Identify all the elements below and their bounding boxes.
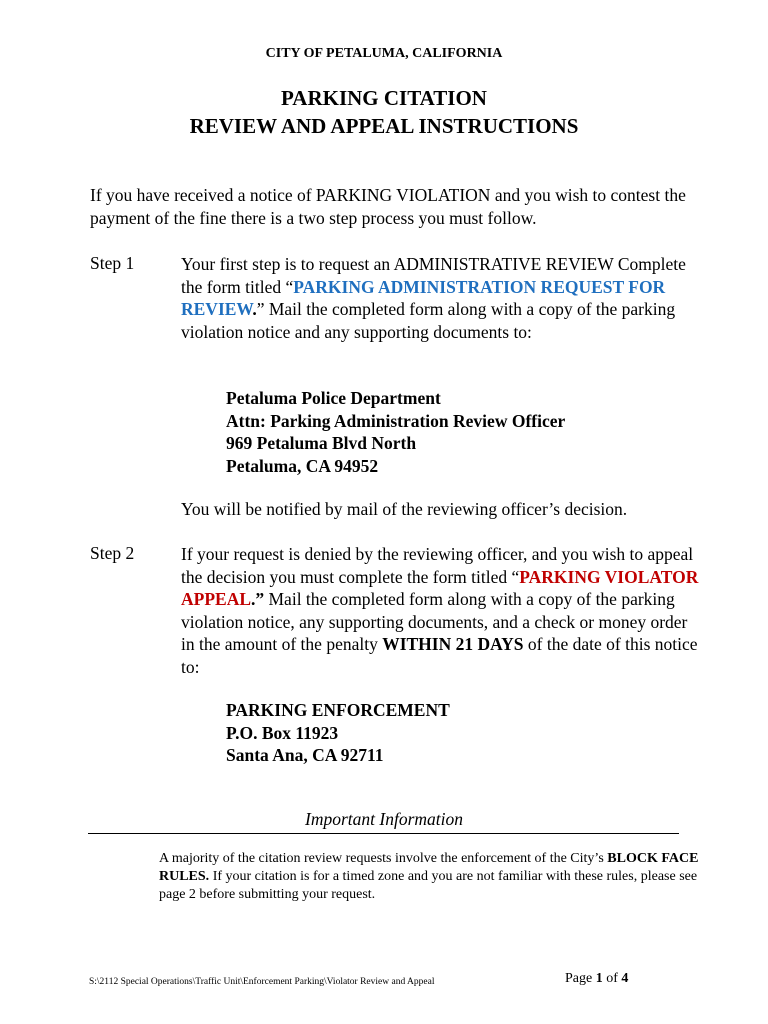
address-line: Santa Ana, CA 92711 (226, 745, 384, 765)
step2-deadline: WITHIN 21 DAYS (382, 634, 524, 654)
step1-text-c: ” Mail the completed form along with a copy of the parking violation notice and any supporting documents to: (181, 299, 676, 342)
step2-text-a: If your request is denied by the reviewing officer, and you wish to appeal the decision you must complete the form titled “ (181, 544, 694, 587)
step1-label: Step 1 (90, 253, 135, 273)
step1-text-a: Your first step is to request an ADMINISTRATIVE REVIEW Complete the form titled “ (181, 254, 686, 297)
step1-text-b: . (252, 299, 257, 319)
document-title-line2: REVIEW AND APPEAL INSTRUCTIONS (189, 114, 579, 138)
page-current: 1 (595, 971, 603, 986)
divider (88, 833, 679, 834)
step2-text-d: of the date of this notice to: (181, 634, 698, 677)
address-line: Attn: Parking Administration Review Officer (226, 410, 566, 431)
address-line: Petaluma Police Department (226, 388, 441, 408)
important-heading: Important Information (305, 809, 463, 829)
address-line: PARKING ENFORCEMENT (226, 700, 450, 720)
important-text-a: A majority of the citation review requests involve the enforcement of the City’s (159, 851, 608, 866)
city-header: CITY OF PETALUMA, CALIFORNIA (265, 46, 503, 61)
document-title-line1: PARKING CITATION (281, 86, 487, 110)
footer-file-path: S:\2112 Special Operations\Traffic Unit\Enforcement Parking\Violator Review and Appeal (89, 977, 435, 987)
page-prefix: Page (565, 971, 596, 986)
page-number (565, 971, 628, 987)
address-line: P.O. Box 11923 (226, 722, 339, 743)
step1-text (181, 253, 701, 343)
page-of: of (602, 971, 622, 986)
step2-form-name: PARKING VIOLATOR APPEAL (181, 566, 699, 609)
important-note (159, 850, 699, 904)
step2-address (226, 699, 450, 767)
step2-text-b: .” (251, 589, 265, 609)
step2-label: Step 2 (90, 543, 135, 563)
step1-address (226, 387, 565, 477)
step1-notify: You will be notified by mail of the reviewing officer’s decision. (181, 499, 628, 519)
step1-form-name: PARKING ADMINISTRATION REQUEST FOR REVIEW (181, 276, 666, 319)
address-line: Petaluma, CA 94952 (226, 455, 379, 476)
intro-paragraph: If you have received a notice of PARKING VIOLATION and you wish to contest the payment of the fine there is a two step process you must follow. (90, 185, 686, 228)
step2-text-c: Mail the completed form along with a copy of the parking violation notice, any supporting documents, and a check or money order in the amount of the penalty (181, 589, 688, 654)
important-text-b: If your citation is for a timed zone and you are not familiar with these rules, please see page 2 before submitting your request. (159, 869, 698, 902)
address-line: 969 Petaluma Blvd North (226, 433, 417, 453)
block-face-rules: BLOCK FACE RULES. (159, 851, 699, 884)
page-total: 4 (621, 971, 629, 986)
step2-text (181, 543, 701, 678)
